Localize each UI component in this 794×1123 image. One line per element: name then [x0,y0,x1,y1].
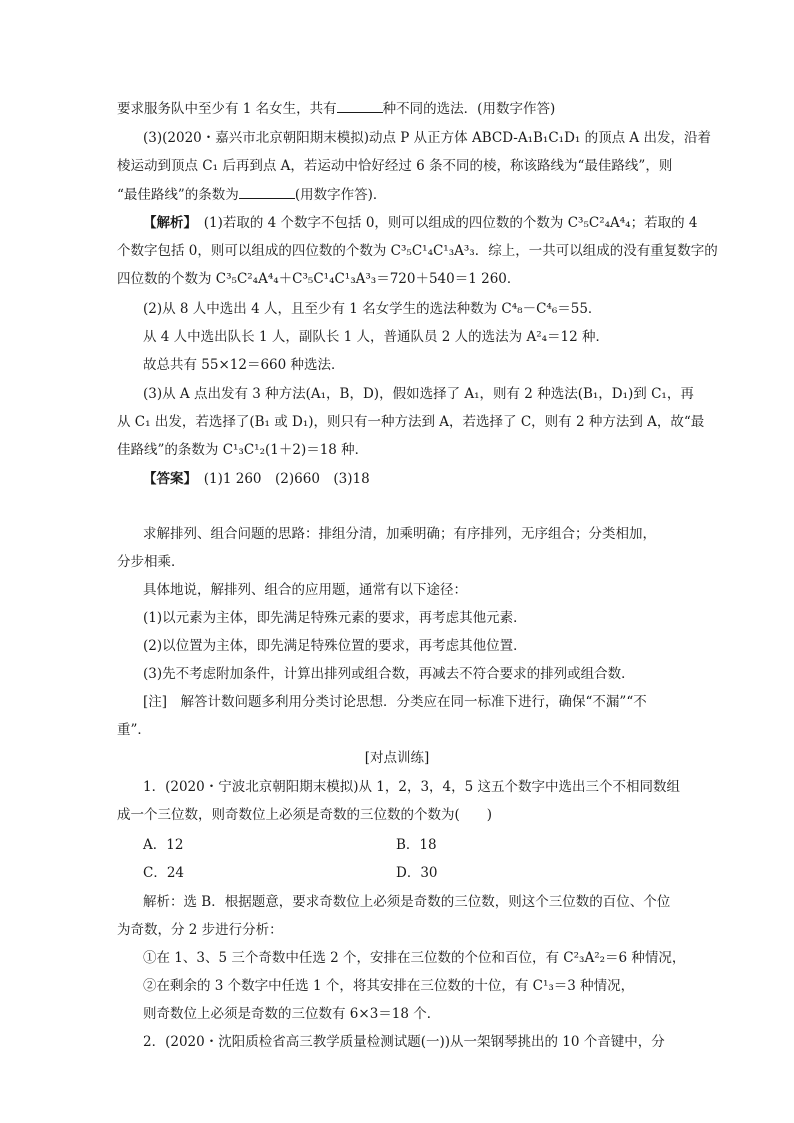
analysis-line-9: 佳路线”的条数为 C¹₃C¹₂(1＋2)＝18 种． [117,442,369,458]
option-a: A．12 [143,837,184,853]
summary-line-5: (2)以位置为主体，即先满足特殊位置的要求，再考虑其他位置． [143,638,527,654]
question-3-line-3: “最佳路线”的条数为 (用数字作答)． [117,184,794,205]
training-q1-line-1: 1．(2020・宁波北京朝阳期末模拟)从 1，2，3，4，5 这五个数字中选出三个不相同数组 [143,779,681,795]
question-3-line-1: (3)(2020・嘉兴市北京朝阳期末模拟)动点 P 从正方体 ABCD-A₁B₁C₁D₁ 的顶点 A 出发，沿着 [143,130,711,146]
training-q1-line-2: 成一个三位数，则奇数位上必须是奇数的三位数的个数为( ) [117,807,493,823]
analysis-tag: 【解析】 [143,215,191,231]
question-3-line-2: 棱运动到顶点 C₁ 后再到点 A，若运动中恰好经过 6 条不同的棱，称该路线为“最佳路线”，则 [117,158,673,174]
solution-line-2: 为奇数，分 2 步进行分析： [117,922,283,938]
question-line: 要求服务队中至少有 1 名女生，共有 种不同的选法．(用数字作答) [117,98,794,119]
analysis-line-7: (3)从 A 点出发有 3 种方法(A₁，B，D)，假如选择了 A₁，则有 2 种选法(B₁，D₁)到 C₁，再 [143,386,694,402]
note-line-1: [注] 解答计数问题多利用分类讨论思想．分类应在同一标准下进行，确保“不漏”“不 [143,694,647,710]
note-line-2: 重”． [117,722,151,738]
summary-line-1: 求解排列、组合问题的思路：排组分清，加乘明确；有序排列，无序组合；分类相加， [143,526,656,542]
solution-line-4: ②在剩余的 3 个数字中任选 1 个，将其安排在三位数的十位，有 C¹₃＝3 种情况， [143,978,635,994]
summary-line-6: (3)先不考虑附加条件，计算出排列或组合数，再减去不符合要求的排列或组合数． [143,666,635,682]
analysis-line-6: 故总共有 55×12＝660 种选法． [143,357,345,373]
answer-line: 【答案】 (1)1 260 (2)660 (3)18 [143,471,370,487]
summary-line-4: (1)以元素为主体，即先满足特殊元素的要求，再考虑其他元素． [143,610,527,626]
answer-blank [337,98,383,113]
summary-line-2: 分步相乘． [117,554,185,570]
answer-blank [239,184,295,199]
analysis-line-5: 从 4 人中选出队长 1 人，副队长 1 人，普通队员 2 人的选法为 A²₄＝12 种． [143,329,610,345]
training-heading: [对点训练] [364,750,430,766]
solution-line-3: ①在 1、3、5 三个奇数中任选 2 个，安排在三位数的个位和百位，有 C²₃A²₂＝6 种情况， [143,950,686,966]
summary-line-3: 具体地说，解排列、组合的应用题，通常有以下途径： [143,582,467,598]
analysis-line-2: 个数字包括 0，则可以组成的四位数的个数为 C³₅C¹₄C¹₃A³₃．综上，一共可以组成的没有重复数字的 [117,243,718,259]
analysis-line-4: (2)从 8 人中选出 4 人，且至少有 1 名女学生的选法种数为 C⁴₈－C⁴₆＝55． [143,301,602,317]
training-q2-line-1: 2．(2020・沈阳质检省高三教学质量检测试题(一))从一架钢琴挑出的 10 个音键中，分 [143,1034,665,1050]
analysis-line-8: 从 C₁ 出发，若选择了(B₁ 或 D₁)，则只有一种方法到 A，若选择了 C，则有 2 种方法到 A，故“最 [117,414,705,430]
analysis-line-1: 【解析】 (1)若取的 4 个数字不包括 0，则可以组成的四位数的个数为 C³₅C²₄A⁴₄；若取的 4 [143,215,698,231]
answer-tag: 【答案】 [143,471,191,487]
option-c: C．24 [143,865,185,881]
analysis-line-3: 四位数的个数为 C³₅C²₄A⁴₄＋C³₅C¹₄C¹₃A³₃＝720＋540＝1 260． [117,271,521,287]
option-d: D．30 [396,865,438,881]
option-b: B．18 [396,837,437,853]
solution-line-5: 则奇数位上必须是奇数的三位数有 6×3＝18 个． [143,1006,441,1022]
solution-line-1: 解析：选 B．根据题意，要求奇数位上必须是奇数的三位数，则这个三位数的百位、个位 [143,894,671,910]
